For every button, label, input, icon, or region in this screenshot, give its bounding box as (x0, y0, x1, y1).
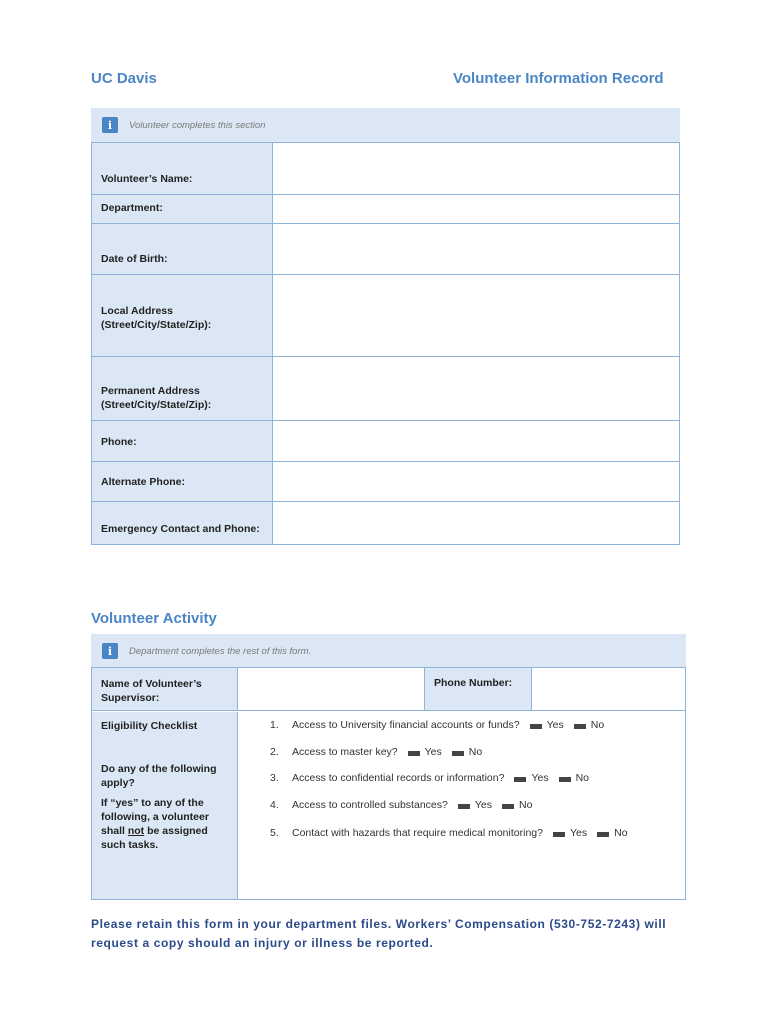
item-number: 1. (270, 719, 279, 731)
yes-checkbox[interactable] (530, 724, 542, 729)
label-alternate-phone: Alternate Phone: (92, 462, 273, 501)
yes-label: Yes (569, 827, 588, 839)
item-text: Access to confidential records or information? (292, 772, 505, 784)
department-field[interactable] (273, 195, 679, 223)
no-label: No (590, 719, 605, 731)
info-icon: i (102, 117, 118, 133)
org-name: UC Davis (91, 70, 157, 87)
checklist-item (270, 746, 482, 758)
footer-notice: Please retain this form in your department files. Workers’ Compensation (530-752-7243) will request a copy should an injury or illness be reported. (91, 917, 667, 950)
eligibility-checklist (239, 712, 685, 899)
volunteer-section-note: Volunteer completes this section (129, 119, 266, 131)
eligibility-instruction (101, 796, 231, 852)
item-text: Access to University financial accounts or funds? (292, 719, 520, 731)
checklist-item (270, 799, 532, 811)
label-local-address: Local Address (Street/City/State/Zip): (92, 275, 273, 356)
yes-label: Yes (531, 772, 549, 784)
activity-section-note: Department completes the rest of this form. (129, 645, 312, 657)
yes-checkbox[interactable] (553, 832, 565, 837)
checklist-item (270, 827, 628, 839)
phone-field[interactable] (273, 421, 679, 461)
label-phone-number: Phone Number: (425, 668, 532, 710)
eligibility-question: Do any of the following apply? (101, 763, 217, 789)
eligibility-column (92, 712, 238, 899)
eligibility-label: Eligibility Checklist (101, 720, 198, 732)
checklist-item (270, 719, 604, 731)
yes-label: Yes (424, 746, 442, 758)
no-checkbox[interactable] (574, 724, 586, 729)
row-volunteer-name (92, 143, 679, 194)
volunteer-info-table (91, 142, 680, 545)
checklist-item (270, 772, 589, 784)
label-emergency-contact: Emergency Contact and Phone: (92, 502, 273, 544)
row-phone (92, 420, 679, 461)
instruction-not: not (127, 825, 145, 837)
phone-number-field[interactable] (532, 668, 685, 710)
permanent-address-field[interactable] (273, 357, 679, 420)
local-address-field[interactable] (273, 275, 679, 356)
instruction-suffix: be assigned such tasks. (101, 825, 208, 851)
no-checkbox[interactable] (597, 832, 609, 837)
supervisor-row (92, 668, 685, 711)
no-label: No (614, 827, 628, 839)
row-local-address (92, 274, 679, 356)
item-text: Access to controlled substances? (292, 799, 448, 811)
label-phone: Phone: (92, 421, 273, 461)
alternate-phone-field[interactable] (273, 462, 679, 501)
no-checkbox[interactable] (452, 751, 464, 756)
item-number: 3. (270, 772, 279, 784)
activity-table (91, 667, 686, 900)
row-emergency-contact (92, 501, 679, 544)
activity-info-bar (91, 634, 686, 668)
item-text: Access to master key? (292, 746, 398, 758)
item-number: 2. (270, 746, 279, 758)
label-supervisor: Name of Volunteer’s Supervisor: (92, 668, 238, 710)
row-department (92, 194, 679, 223)
item-number: 5. (270, 827, 279, 839)
no-checkbox[interactable] (502, 804, 514, 809)
instruction-prefix: If “yes” to any of the following, a volunteer shall (101, 797, 209, 837)
label-volunteer-name: Volunteer’s Name: (92, 143, 273, 194)
yes-checkbox[interactable] (458, 804, 470, 809)
no-label: No (575, 772, 590, 784)
yes-label: Yes (474, 799, 492, 811)
info-icon: i (102, 643, 118, 659)
item-number: 4. (270, 799, 279, 811)
emergency-contact-field[interactable] (273, 502, 679, 544)
item-text: Contact with hazards that require medical monitoring? (292, 827, 543, 839)
activity-section-title: Volunteer Activity (91, 610, 217, 627)
yes-checkbox[interactable] (514, 777, 526, 782)
yes-label: Yes (546, 719, 564, 731)
row-permanent-address (92, 356, 679, 420)
date-of-birth-field[interactable] (273, 224, 679, 274)
no-label: No (468, 746, 483, 758)
row-alternate-phone (92, 461, 679, 501)
label-date-of-birth: Date of Birth: (92, 224, 273, 274)
volunteer-info-bar (91, 108, 680, 142)
supervisor-field[interactable] (238, 668, 425, 710)
form-title: Volunteer Information Record (453, 70, 664, 87)
no-label: No (518, 799, 533, 811)
label-department: Department: (92, 195, 273, 223)
yes-checkbox[interactable] (408, 751, 420, 756)
volunteer-name-field[interactable] (273, 143, 679, 194)
no-checkbox[interactable] (559, 777, 571, 782)
label-permanent-address: Permanent Address (Street/City/State/Zip): (92, 357, 273, 420)
row-date-of-birth (92, 223, 679, 274)
